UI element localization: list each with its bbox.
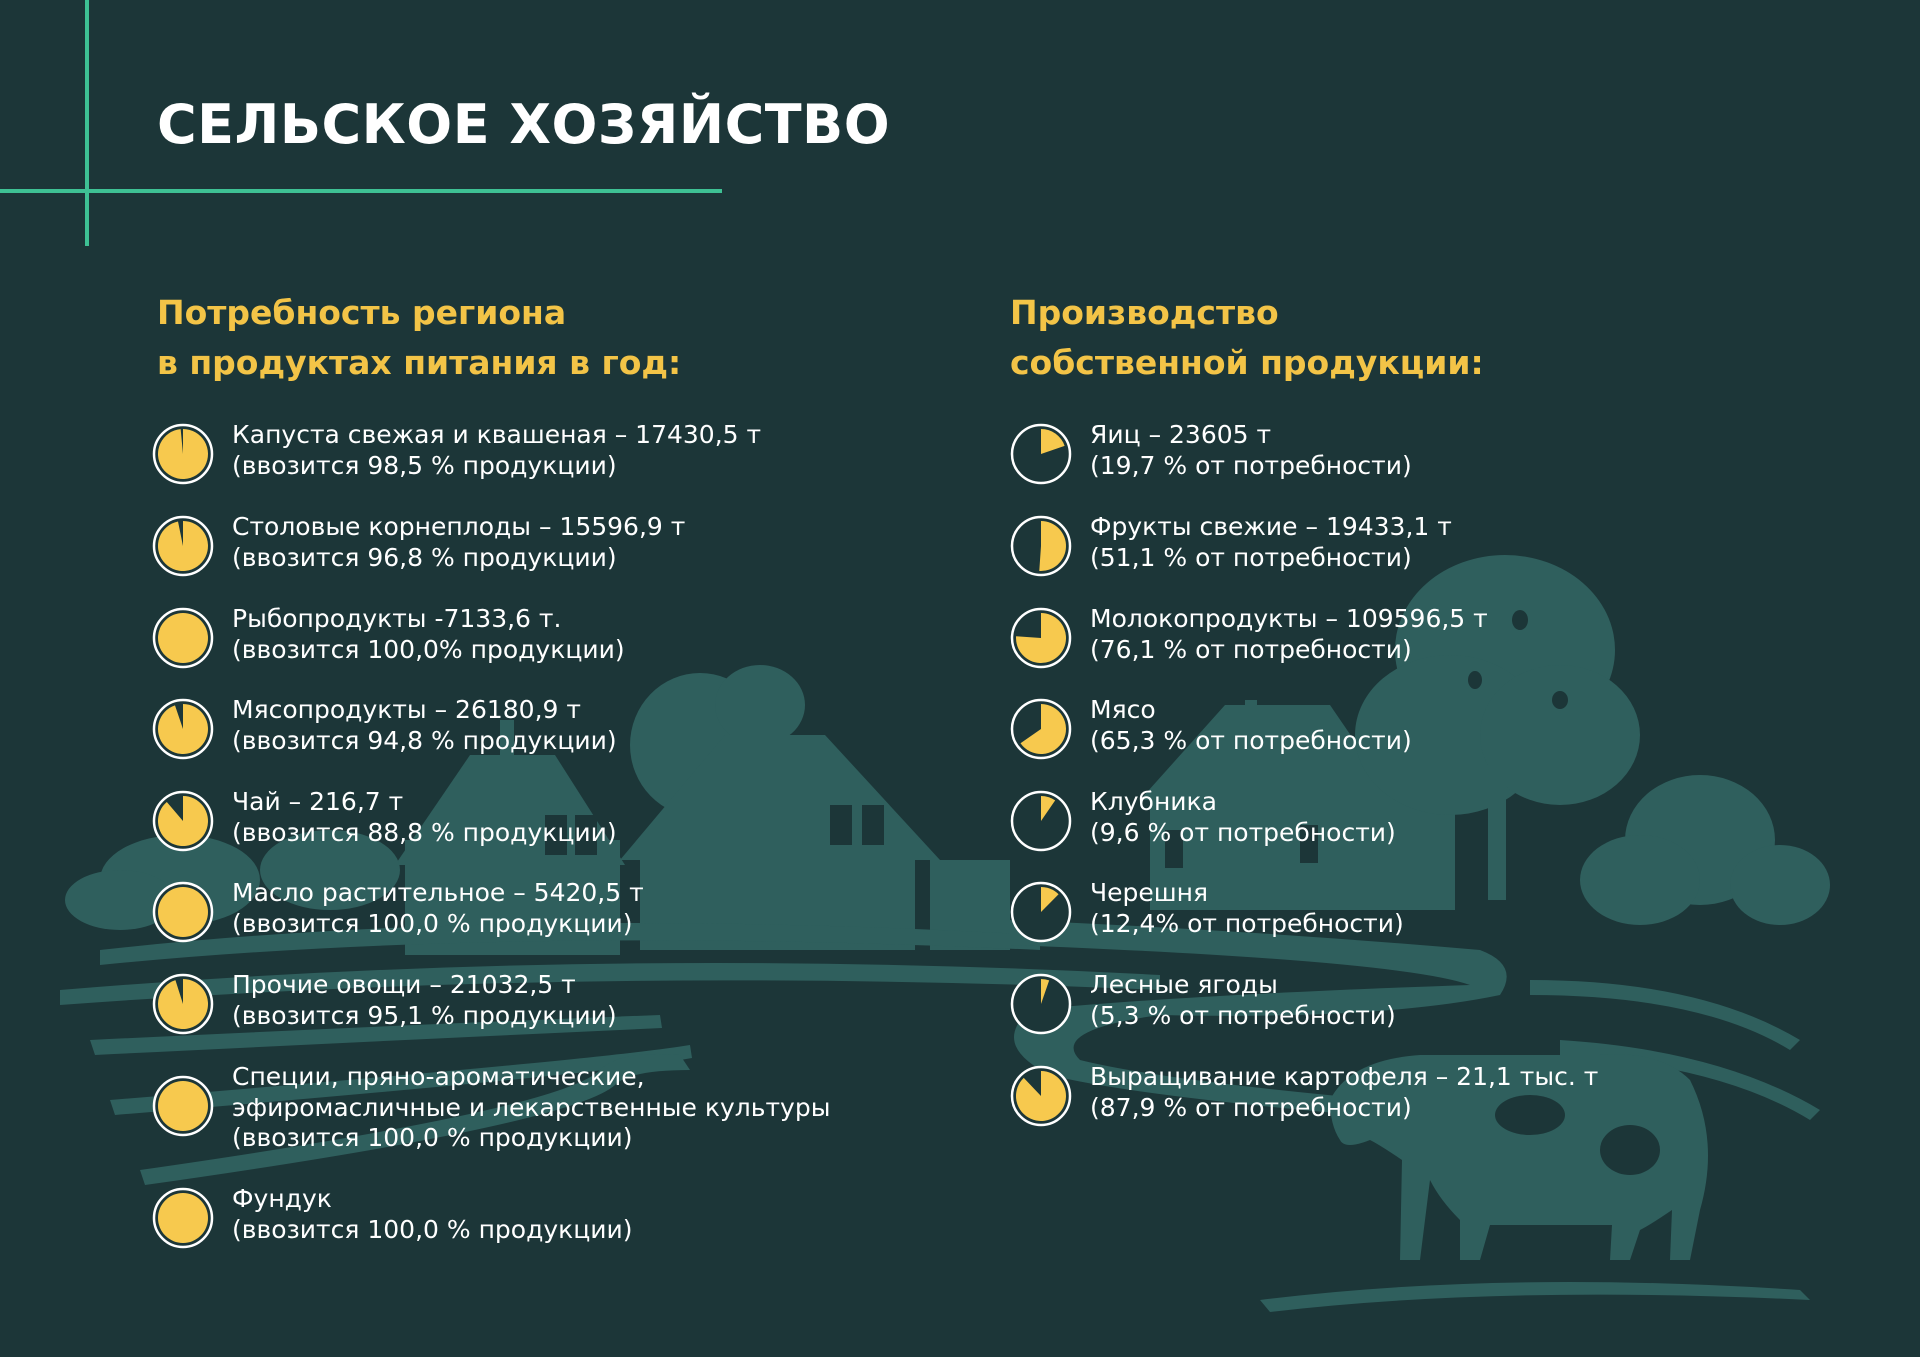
production-item-note: (9,6 % от потребности) <box>1090 817 1396 847</box>
demand-item-title: Мясопродукты – 26180,9 т <box>232 695 581 724</box>
production-item-title: Лесные ягоды <box>1090 970 1278 999</box>
demand-item-title: Чай – 216,7 т <box>232 787 404 816</box>
demand-item-text <box>232 1184 633 1245</box>
demand-item-text <box>232 1062 830 1154</box>
demand-heading <box>157 288 681 388</box>
percent-pie-icon <box>1010 1065 1072 1127</box>
production-item <box>1010 1062 1598 1127</box>
production-item <box>1010 878 1404 943</box>
percent-pie-icon <box>1010 790 1072 852</box>
production-item-title: Черешня <box>1090 878 1209 907</box>
production-item-text <box>1090 604 1488 665</box>
percent-pie-icon <box>1010 881 1072 943</box>
demand-item <box>152 420 761 485</box>
demand-heading-line1: Потребность региона <box>157 293 567 332</box>
demand-item-note: (ввозится 100,0 % продукции) <box>232 1214 633 1244</box>
demand-item-text <box>232 604 625 665</box>
percent-pie-icon <box>1010 698 1072 760</box>
production-item-note: (19,7 % от потребности) <box>1090 450 1412 480</box>
production-item-note: (12,4% от потребности) <box>1090 908 1404 938</box>
percent-pie-icon <box>152 423 214 485</box>
demand-item-note: (ввозится 95,1 % продукции) <box>232 1000 617 1030</box>
demand-item-title: Прочие овощи – 21032,5 т <box>232 970 576 999</box>
production-item <box>1010 787 1396 852</box>
percent-pie-icon <box>152 698 214 760</box>
percent-pie-icon <box>152 607 214 669</box>
production-item-text <box>1090 787 1396 848</box>
production-item-text <box>1090 878 1404 939</box>
production-heading-line2: собственной продукции: <box>1010 343 1484 382</box>
demand-item-title: Масло растительное – 5420,5 т <box>232 878 644 907</box>
demand-item <box>152 604 625 669</box>
production-item-note: (65,3 % от потребности) <box>1090 725 1412 755</box>
demand-item-note: (ввозится 100,0 % продукции) <box>232 908 633 938</box>
production-item-note: (87,9 % от потребности) <box>1090 1092 1412 1122</box>
demand-item-title: Капуста свежая и квашеная – 17430,5 т <box>232 420 762 449</box>
demand-item-title: Специи, пряно-ароматические, <box>232 1062 645 1091</box>
production-item <box>1010 970 1396 1035</box>
production-item-title: Клубника <box>1090 787 1217 816</box>
production-item-text <box>1090 695 1412 756</box>
production-item-title: Яиц – 23605 т <box>1090 420 1272 449</box>
percent-pie-icon <box>152 515 214 577</box>
demand-item-note: (ввозится 96,8 % продукции) <box>232 542 617 572</box>
percent-pie-icon <box>152 1187 214 1249</box>
production-item-note: (5,3 % от потребности) <box>1090 1000 1396 1030</box>
demand-item <box>152 878 644 943</box>
demand-item-note: (ввозится 100,0 % продукции) <box>232 1123 633 1152</box>
demand-item-text <box>232 695 617 756</box>
production-item <box>1010 420 1412 485</box>
demand-item-title: Фундук <box>232 1184 332 1213</box>
percent-pie-icon <box>152 881 214 943</box>
accent-vertical-line <box>85 0 89 246</box>
demand-heading-line2: в продуктах питания в год: <box>157 343 682 382</box>
demand-item <box>152 970 617 1035</box>
production-item-note: (51,1 % от потребности) <box>1090 542 1412 572</box>
demand-item <box>152 512 685 577</box>
demand-item-title: Столовые корнеплоды – 15596,9 т <box>232 512 686 541</box>
production-heading-line1: Производство <box>1010 293 1279 332</box>
demand-item-subtitle: эфиромасличные и лекарственные культуры <box>232 1092 831 1122</box>
demand-item-text <box>232 878 644 939</box>
percent-pie-icon <box>152 973 214 1035</box>
demand-item <box>152 1062 830 1154</box>
demand-item-title: Рыбопродукты -7133,6 т. <box>232 604 562 633</box>
page-title: СЕЛЬСКОЕ ХОЗЯЙСТВО <box>157 93 891 156</box>
demand-item-text <box>232 420 761 481</box>
percent-pie-icon <box>1010 607 1072 669</box>
production-item-title: Выращивание картофеля – 21,1 тыс. т <box>1090 1062 1599 1091</box>
demand-item-text <box>232 512 685 573</box>
production-item-title: Фрукты свежие – 19433,1 т <box>1090 512 1452 541</box>
production-item-text <box>1090 512 1452 573</box>
production-item <box>1010 604 1488 669</box>
demand-item-text <box>232 970 617 1031</box>
percent-pie-icon <box>152 790 214 852</box>
production-item-title: Молокопродукты – 109596,5 т <box>1090 604 1488 633</box>
demand-item <box>152 695 617 760</box>
production-item-note: (76,1 % от потребности) <box>1090 634 1412 664</box>
demand-item-note: (ввозится 98,5 % продукции) <box>232 450 617 480</box>
production-item <box>1010 695 1412 760</box>
percent-pie-icon <box>1010 515 1072 577</box>
demand-item-note: (ввозится 94,8 % продукции) <box>232 725 617 755</box>
demand-item-note: (ввозится 100,0% продукции) <box>232 634 625 664</box>
production-item-text <box>1090 970 1396 1031</box>
demand-item-text <box>232 787 617 848</box>
percent-pie-icon <box>1010 973 1072 1035</box>
production-item-text <box>1090 1062 1598 1123</box>
demand-item-note: (ввозится 88,8 % продукции) <box>232 817 617 847</box>
demand-item <box>152 1184 633 1249</box>
production-heading <box>1010 288 1484 388</box>
accent-horizontal-line <box>0 189 722 193</box>
demand-item <box>152 787 617 852</box>
production-item <box>1010 512 1452 577</box>
percent-pie-icon <box>1010 423 1072 485</box>
production-item-text <box>1090 420 1412 481</box>
percent-pie-icon <box>152 1075 214 1137</box>
production-item-title: Мясо <box>1090 695 1156 724</box>
